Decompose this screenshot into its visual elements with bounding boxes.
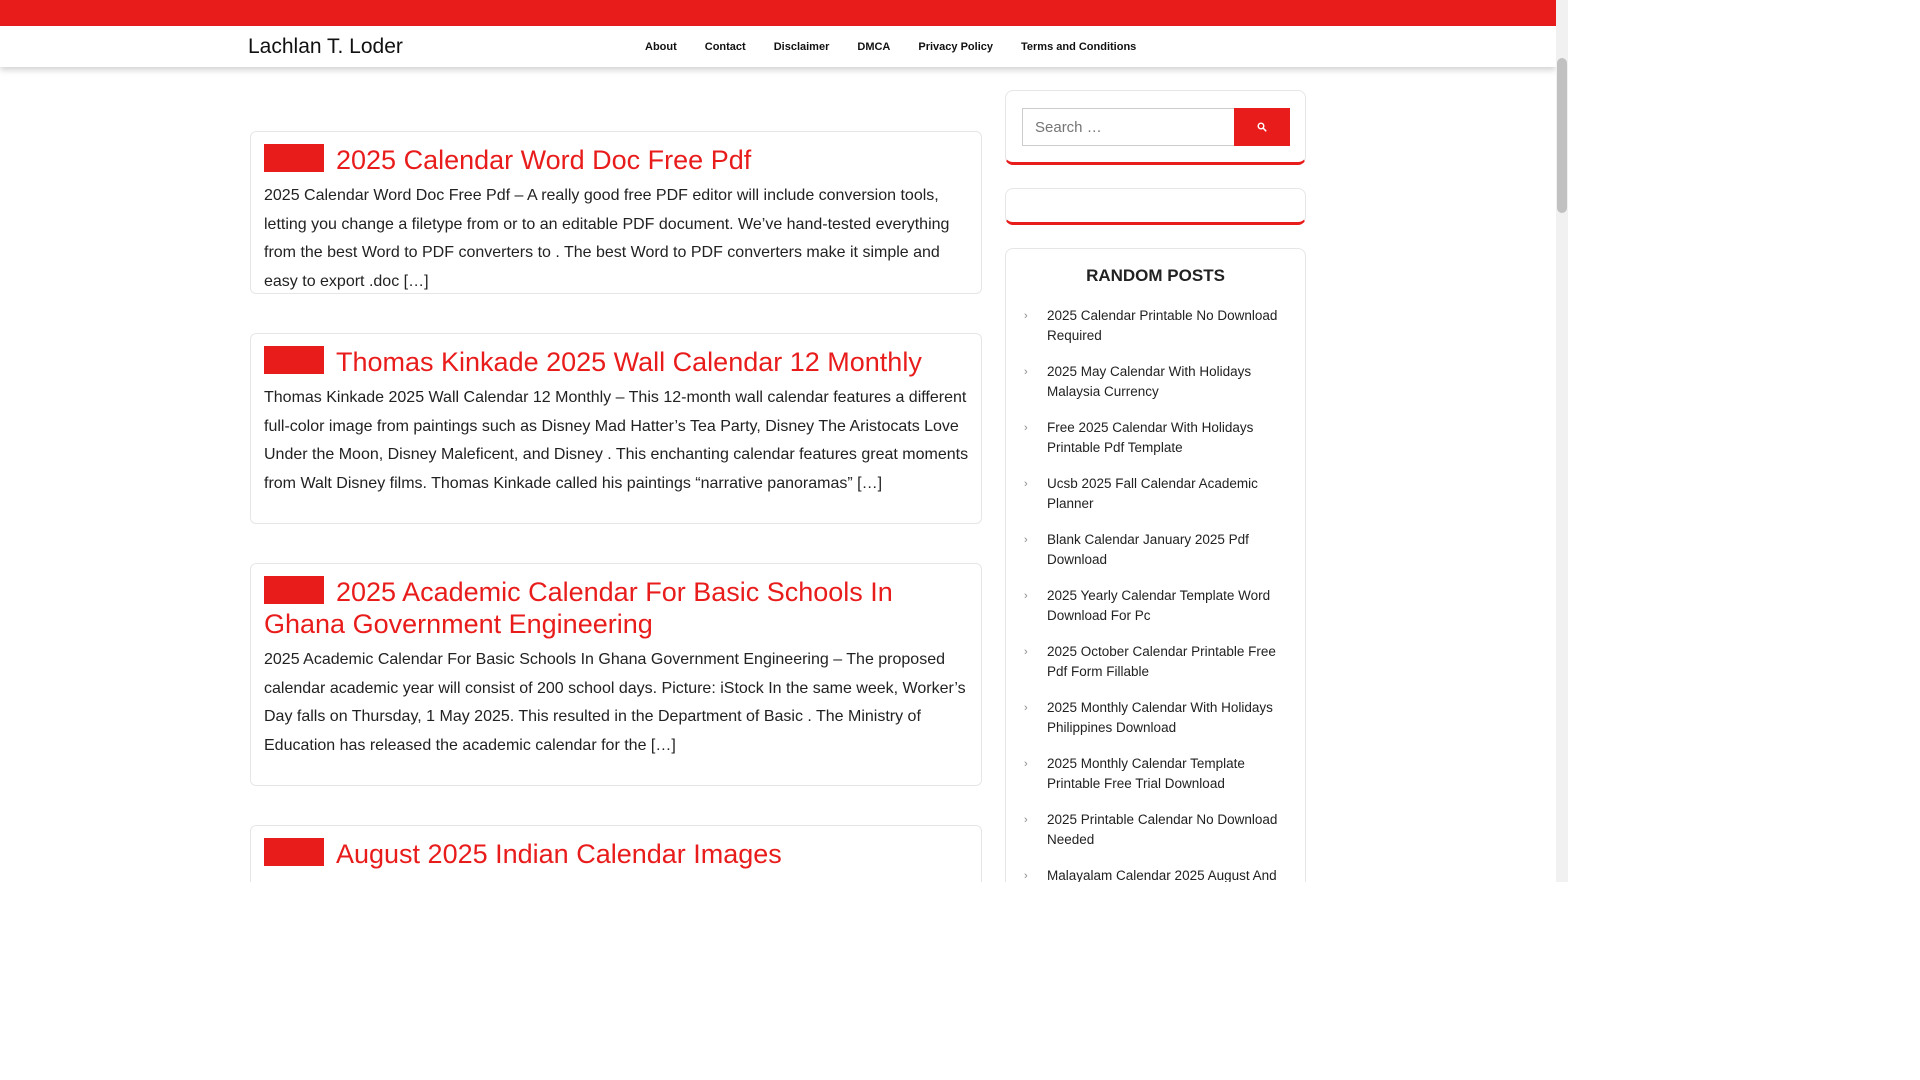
chevron-right-icon: › (1024, 814, 1028, 826)
random-posts-title: RANDOM POSTS (1086, 266, 1225, 285)
nav-item-contact[interactable]: Contact (704, 40, 746, 53)
nav-item-dmca[interactable]: DMCA (857, 40, 891, 53)
nav-item-privacy-policy[interactable]: Privacy Policy (918, 40, 993, 53)
chevron-right-icon: › (1024, 534, 1028, 546)
nav-item-terms[interactable]: Terms and Conditions (1020, 40, 1137, 53)
random-posts-list (1006, 306, 1305, 882)
post-card (250, 825, 982, 882)
chevron-right-icon: › (1024, 646, 1028, 658)
search-button[interactable] (1234, 108, 1290, 146)
chevron-right-icon: › (1024, 310, 1028, 322)
post-category-badge[interactable] (264, 838, 324, 866)
list-item (1024, 810, 1289, 850)
chevron-right-icon: › (1024, 870, 1028, 882)
chevron-right-icon: › (1024, 422, 1028, 434)
post-card (250, 333, 982, 524)
post-header (264, 838, 969, 870)
chevron-right-icon: › (1024, 366, 1028, 378)
list-item (1024, 754, 1289, 794)
chevron-right-icon: › (1024, 702, 1028, 714)
chevron-right-icon: › (1024, 478, 1028, 490)
random-post-link[interactable]: 2025 Printable Calendar No Download Needed (1047, 812, 1278, 847)
post-title-link[interactable]: August 2025 Indian Calendar Images (336, 839, 782, 869)
post-header (264, 576, 969, 640)
list-item (1024, 362, 1289, 402)
list-item (1024, 474, 1289, 514)
post-category-badge[interactable] (264, 144, 324, 172)
list-item (1024, 306, 1289, 346)
random-post-link[interactable]: 2025 Yearly Calendar Template Word Download For Pc (1047, 588, 1271, 623)
chevron-right-icon: › (1024, 758, 1028, 770)
top-accent-bar (0, 0, 1556, 26)
empty-widget (1005, 188, 1306, 225)
random-post-link[interactable]: 2025 October Calendar Printable Free Pdf Form Fillable (1047, 644, 1276, 679)
random-post-link[interactable]: Malayalam Calendar 2025 August And (1047, 868, 1277, 882)
random-posts-widget (1005, 248, 1306, 882)
post-excerpt: Thomas Kinkade 2025 Wall Calendar 12 Monthly – This 12-month wall calendar features a different full-color image from paintings such as Disney Mad Hatter’s Tea Party, Disney The Aristocats Love Under the Moon, Disney Maleficent, and Disney . This enchanting calendar features great moments from Walt Disney films. Thomas Kinkade called his paintings “narrative panoramas” […] (264, 389, 969, 492)
search-input[interactable] (1022, 108, 1234, 146)
list-item (1024, 530, 1289, 570)
post-card (250, 131, 982, 294)
post-title-link[interactable]: 2025 Academic Calendar For Basic Schools In Ghana Government Engineering (264, 577, 893, 639)
post-card (250, 563, 982, 786)
random-post-link[interactable]: 2025 Monthly Calendar Template Printable Free Trial Download (1047, 756, 1245, 791)
random-post-link[interactable]: 2025 Monthly Calendar With Holidays Philippines Download (1047, 700, 1273, 735)
post-header (264, 346, 969, 378)
list-item (1024, 586, 1289, 626)
site-title[interactable]: Lachlan T. Loder (248, 35, 403, 58)
random-post-link[interactable]: 2025 May Calendar With Holidays Malaysia Currency (1047, 364, 1252, 399)
main-nav (645, 26, 1164, 67)
list-item (1024, 418, 1289, 458)
random-post-link[interactable]: Free 2025 Calendar With Holidays Printable Pdf Template (1047, 420, 1254, 455)
search-widget (1005, 90, 1306, 165)
list-item (1024, 698, 1289, 738)
scrollbar-track[interactable] (1556, 0, 1568, 882)
post-header (264, 144, 969, 176)
search-icon (1257, 122, 1267, 132)
post-excerpt: 2025 Calendar Word Doc Free Pdf – A really good free PDF editor will include conversion tools, letting you change a filetype from or to an editable PDF document. We’ve hand-tested everything from the best Word to PDF converters to . The best Word to PDF converters make it simple and easy to export .doc […] (264, 187, 950, 290)
post-category-badge[interactable] (264, 346, 324, 374)
random-post-link[interactable]: Ucsb 2025 Fall Calendar Academic Planner (1047, 476, 1258, 511)
scrollbar-thumb[interactable] (1557, 58, 1567, 213)
random-post-link[interactable]: Blank Calendar January 2025 Pdf Download (1047, 532, 1249, 567)
post-category-badge[interactable] (264, 576, 324, 604)
post-title-link[interactable]: Thomas Kinkade 2025 Wall Calendar 12 Monthly (336, 347, 922, 377)
random-post-link[interactable]: 2025 Calendar Printable No Download Required (1047, 308, 1278, 343)
post-title-link[interactable]: 2025 Calendar Word Doc Free Pdf (336, 145, 752, 175)
post-excerpt: 2025 Academic Calendar For Basic Schools In Ghana Government Engineering – The proposed calendar academic year will consist of 200 school days. Picture: iStock In the same week, Worker’s Day falls on Thursday, 1 May 2025. This resulted in the Department of Basic . The Ministry of Education has released the academic calendar for the […] (264, 651, 966, 754)
chevron-right-icon: › (1024, 590, 1028, 602)
nav-item-disclaimer[interactable]: Disclaimer (773, 40, 830, 53)
nav-item-about[interactable]: About (645, 40, 677, 53)
list-item (1024, 642, 1289, 682)
list-item (1024, 866, 1289, 882)
site-header (0, 26, 1556, 67)
